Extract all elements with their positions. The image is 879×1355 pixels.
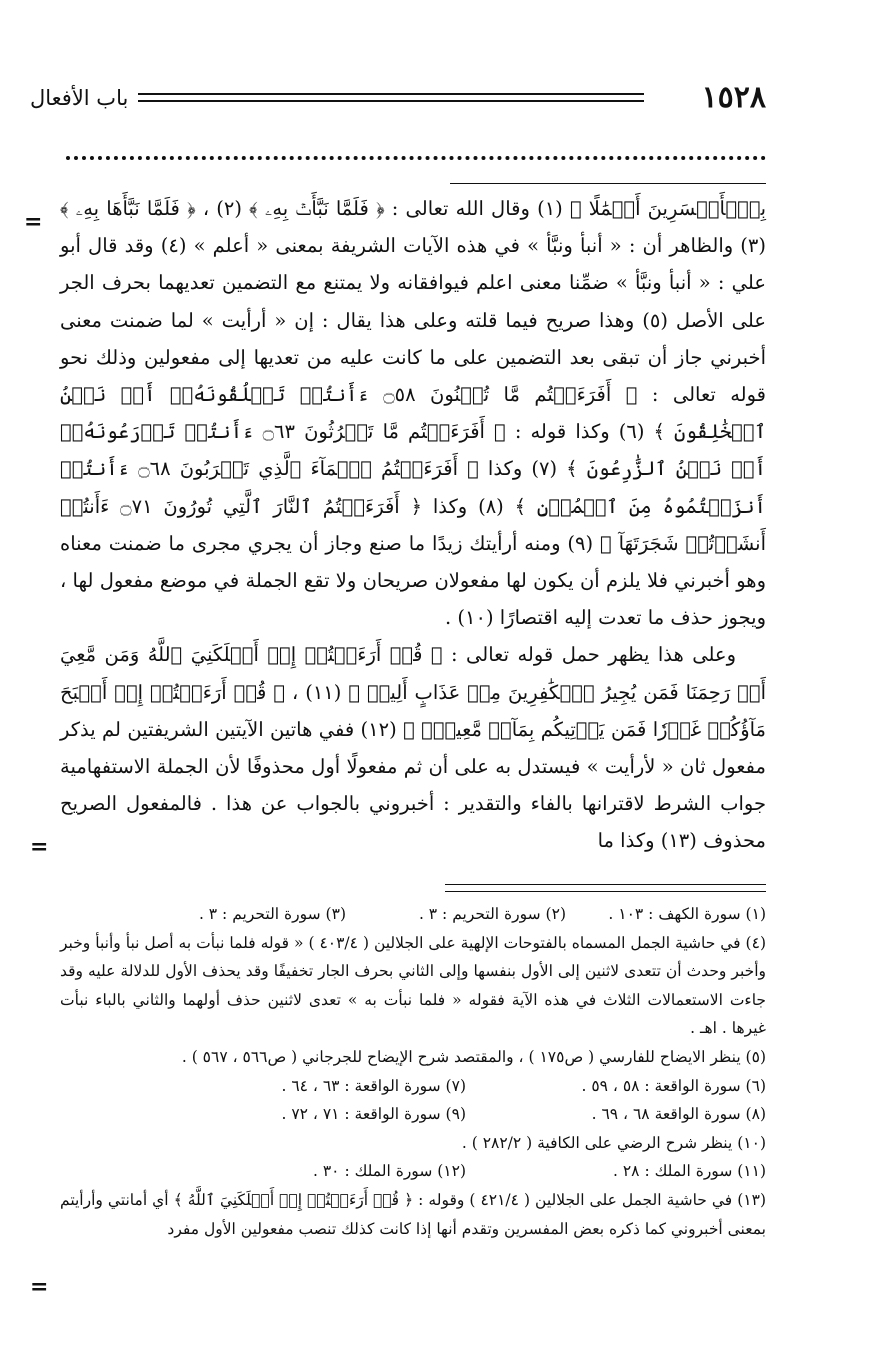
footnotes — [60, 900, 766, 1243]
footnote-6: (٦) سورة الواقعة : ٥٨ ، ٥٩ . — [581, 1076, 766, 1095]
footnote-separator — [445, 884, 766, 892]
main-text — [60, 190, 766, 860]
footnote-row — [60, 900, 766, 929]
top-short-rule — [450, 183, 766, 184]
footnote-9: (٩) سورة الواقعة : ٧١ ، ٧٢ . — [281, 1105, 466, 1124]
footnote-13: (١٣) في حاشية الجمل على الجلالين ( ٤٢١/٤ ) وقوله : ﴿ قُلۡ أَرَءَيۡتُمۡ إِنۡ أَهۡلَكَنِيَ ٱللَّهُ ﴾ أي أمانتي وأرأيتم بمعنى أخبروني كما ذكره بعض المفسرين وتقدم أنها إذا كانت كذلك تنصب مفعولين الأول مفرد — [60, 1190, 766, 1238]
paragraph-1: بِٱلۡأَخۡسَرِينَ أَعۡمَٰلًا ﴾ (١) وقال الله تعالى : ﴿ فَلَمَّا نَبَّأَتۡ بِهِۦ ﴾ (٢) ، ﴿ فَلَمَّا نَبَّأَهَا بِهِۦ ﴾ (٣) والظاهر أن : « أنبأ ونبَّأ » في هذه الآيات الشريفة بمعنى « أعلم » (٤) وقد قال أبو علي : « أنبأ ونبَّأ » ضمِّنا معنى اعلم فيوافقانه ولا يمتنع مع التضمين تعديهما بحرف الجر على الأصل (٥) وهذا صريح فيما قلته وعلى هذا يقال : إن « أرأيت » لما ضمنت معنى أخبرني جاز أن تبقى بعد التضمين على ما كانت عليه من تعديها إلى مفعولين وذلك نحو قوله تعالى : ﴿ أَفَرَءَيۡتُم مَّا تُمۡنُونَ ۝٥٨ ءَأَنتُمۡ تَخۡلُقُونَهُۥٓ أَمۡ نَحۡنُ ٱلۡخَٰلِقُونَ ﴾ (٦) وكذا قوله : ﴿ أَفَرَءَيۡتُم مَّا تَحۡرُثُونَ ۝٦٣ ءَأَنتُمۡ تَزۡرَعُونَهُۥٓ أَمۡ نَحۡنُ ٱلزَّٰرِعُونَ ﴾ (٧) وكذا ﴿ أَفَرَءَيۡتُمُ ٱلۡمَآءَ ٱلَّذِي تَشۡرَبُونَ ۝٦٨ ءَأَنتُمۡ أَنزَلۡتُمُوهُ مِنَ ٱلۡمُزۡنِ ﴾ (٨) وكذا ﴿ أَفَرَءَيۡتُمُ ٱلنَّارَ ٱلَّتِي تُورُونَ ۝٧١ ءَأَنتُمۡ أَنشَأۡتُمۡ شَجَرَتَهَآ ﴾ (٩) ومنه أرأيتك زيدًا ما صنع وجاز أن يجري مجرى ما ضمنت معناه وهو أخبرني فلا يلزم أن يكون لها مفعولان صريحان ولا تقع الجملة في موضع مفعول لها ، ويجوز حذف ما تعدت إليه اقتصارًا (١٠) . — [60, 197, 767, 630]
continuation-mark-main: = — [30, 834, 49, 860]
chapter-title: باب الأفعال — [30, 86, 129, 110]
dotted-separator — [66, 156, 766, 160]
footnote-row — [60, 1157, 766, 1186]
page-header — [30, 80, 766, 116]
footnote-row — [60, 1100, 766, 1129]
footnote-2: (٢) سورة التحريم : ٣ . — [418, 905, 566, 923]
footnote-1: (١) سورة الكهف : ١٠٣ . — [608, 905, 766, 923]
footnote-10: (١٠) ينظر شرح الرضي على الكافية ( ٢٨٢/٢ ) . — [461, 1133, 766, 1152]
continuation-mark-top: = — [24, 209, 43, 235]
footnote-8: (٨) سورة الواقعة ٦٨ ، ٦٩ . — [591, 1105, 766, 1124]
footnote-7: (٧) سورة الواقعة : ٦٣ ، ٦٤ . — [281, 1076, 466, 1095]
page-number: ١٥٢٨ — [701, 80, 766, 115]
footnote-row — [60, 1072, 766, 1101]
paragraph-2: وعلى هذا يظهر حمل قوله تعالى : ﴿ قُلۡ أَرَءَيۡتُمۡ إِنۡ أَهۡلَكَنِيَ ٱللَّهُ وَمَن مَّعِيَ أَوۡ رَحِمَنَا فَمَن يُجِيرُ ٱلۡكَٰفِرِينَ مِنۡ عَذَابٍ أَلِيمٖ ﴾ (١١) ، ﴿ قُلۡ أَرَءَيۡتُمۡ إِنۡ أَصۡبَحَ مَآؤُكُمۡ غَوۡرٗا فَمَن يَأۡتِيكُم بِمَآءٖ مَّعِينِۭ ﴾ (١٢) ففي هاتين الآيتين الشريفتين لم يذكر مفعول ثان « لأرأيت » فيستدل به على أن ثم مفعولًا أول محذوفًا لأن الجملة الاستفهامية جواب الشرط لاقترانها بالفاء والتقدير : أخبروني بالجواب عن هذا . فالمفعول الصريح محذوف (١٣) وكذا ما — [60, 643, 767, 853]
footnote-4: (٤) في حاشية الجمل المسماه بالفتوحات الإلهية على الجلالين ( ٤٠٣/٤ ) « قوله فلما نبأت به أصل نبأ وأنبأ وخبر وأخبر وحدث أن تتعدى لاثنين إلى الأول بنفسها وإلى الثاني بحرف الجار تخفيفًا وقد يحذف الأول للدلالة عليه وقد جاءت الاستعمالات الثلاث في هذه الآية فقوله « فلما نبأت به » تعدى لاثنين حذف أولهما والثاني بالباء نبأت غيرها . اهـ . — [60, 933, 766, 1038]
continuation-mark-footnote: = — [30, 1274, 49, 1300]
header-double-rule — [138, 93, 644, 102]
footnote-5: (٥) ينظر الايضاح للفارسي ( ص١٧٥ ) ، والمقتصد شرح الإيضاح للجرجاني ( ص٥٦٦ ، ٥٦٧ ) . — [181, 1047, 766, 1066]
footnote-11: (١١) سورة الملك : ٢٨ . — [613, 1162, 766, 1181]
footnote-12: (١٢) سورة الملك : ٣٠ . — [313, 1162, 466, 1181]
footnote-3: (٣) سورة التحريم : ٣ . — [198, 905, 346, 923]
